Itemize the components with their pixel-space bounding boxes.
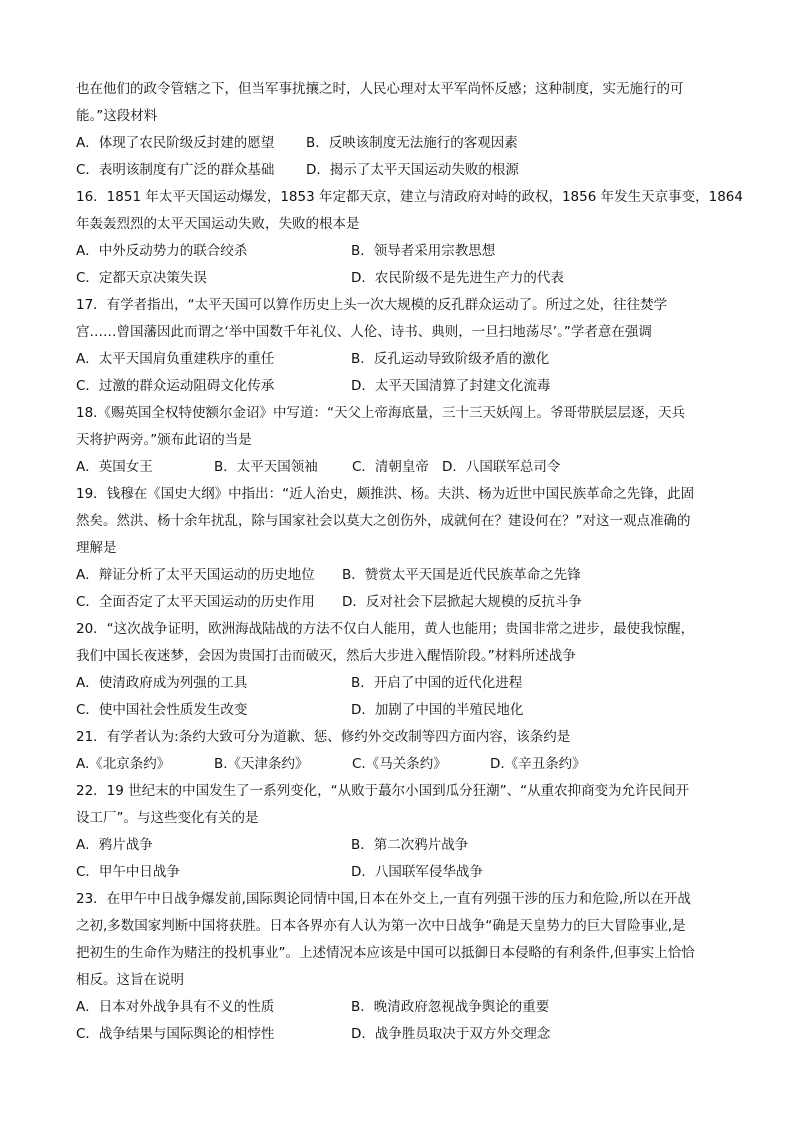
option-c: C.《马关条约》 [352, 756, 447, 772]
option-c: C．战争结果与国际舆论的相悖性 [76, 1026, 275, 1042]
option-a: A．英国女王 [76, 459, 153, 475]
question-19-stem: 19．钱穆在《国史大纲》中指出：“近人治史，颇推洪、杨。夫洪、杨为近世中国民族革命之先锋，此固 [76, 486, 695, 502]
question-22-options [76, 832, 726, 859]
question-19-options [76, 562, 726, 589]
question-18-options [76, 454, 726, 481]
question-23-options [76, 1021, 726, 1048]
option-a: A．鸦片战争 [76, 837, 153, 853]
question-16-options [76, 238, 726, 265]
option-d: D．战争胜员取决于双方外交理念 [351, 1026, 551, 1042]
question-23-stem: 之初,多数国家判断中国将获胜。日本各界亦有人认为第一次中日战争“确是天皇势力的巨大冒险事业,是 [76, 918, 686, 934]
option-c: C．过激的群众运动阻碍文化传承 [76, 378, 275, 394]
option-d: D．反对社会下层掀起大规模的反抗斗争 [342, 594, 582, 610]
option-a: A．中外反动势力的联合绞杀 [76, 243, 248, 259]
option-c: C．全面否定了太平天国运动的历史作用 [76, 594, 315, 610]
option-a: A．太平天国肩负重建秩序的重任 [76, 351, 275, 367]
question-19-stem: 然矣。然洪、杨十余年扰乱，除与国家社会以莫大之创伤外，成就何在？建设何在？”对这一观点准确的 [76, 513, 691, 529]
question-17-stem: 宫……曾国藩因此而谓之‘举中国数千年礼仪、人伦、诗书、典则，一旦扫地荡尽’。”学者意在强调 [76, 324, 652, 340]
option-d: D．太平天国清算了封建文化流毒 [351, 378, 551, 394]
question-16-options [76, 265, 726, 292]
option-b: B．第二次鸦片战争 [351, 837, 469, 853]
question-15-options [76, 157, 726, 184]
option-c: C．定都天京决策失误 [76, 270, 207, 286]
question-15-text: 也在他们的政令管辖之下，但当军事扰攘之时，人民心理对太平军尚怀反感；这种制度，实无施行的可 [76, 81, 684, 97]
option-a: A．日本对外战争具有不义的性质 [76, 999, 275, 1015]
question-19-options [76, 589, 726, 616]
question-18-stem: 天将护两旁。”颁布此诏的当是 [76, 432, 252, 448]
question-20-options [76, 697, 726, 724]
question-18-stem: 18.《赐英国全权特使额尔金诏》中写道：“天父上帝海底量，三十三天妖闯上。爷哥带朕层层逐，天兵 [76, 405, 685, 421]
option-c: C．甲午中日战争 [76, 864, 180, 880]
option-d: D．八国联军侵华战争 [351, 864, 483, 880]
exam-page [76, 76, 743, 1048]
question-19-stem: 理解是 [76, 540, 117, 556]
option-b: B．领导者采用宗教思想 [351, 243, 496, 259]
question-17-stem: 17．有学者指出，“太平天国可以算作历史上头一次大规模的反孔群众运动了。所过之处，往往焚学 [76, 297, 668, 313]
question-16-stem: 年轰轰烈烈的太平天国运动失败，失败的根本是 [76, 216, 360, 232]
option-a: A.《北京条约》 [76, 756, 171, 772]
question-23-stem: 相反。这旨在说明 [76, 972, 184, 988]
question-20-stem: 我们中国长夜迷梦，会因为贵国打击而破灭，然后大步进入醒悟阶段。”材料所述战争 [76, 648, 576, 664]
question-20-stem: 20．“这次战争证明，欧洲海战陆战的方法不仅白人能用，黄人也能用；贵国非常之进步，最使我惊醒， [76, 621, 695, 637]
option-c: C．使中国社会性质发生改变 [76, 702, 248, 718]
question-23-stem: 23．在甲午中日战争爆发前,国际舆论同情中国,日本在外交上,一直有列强干涉的压力和危险,所以在开战 [76, 891, 691, 907]
option-d: D．加剧了中国的半殖民地化 [351, 702, 524, 718]
option-b: B．赞赏太平天国是近代民族革命之先锋 [342, 567, 581, 583]
option-b: B.《天津条约》 [214, 756, 309, 772]
option-d: D．农民阶级不是先进生产力的代表 [351, 270, 564, 286]
question-23-options [76, 994, 726, 1021]
option-b: B．晚清政府忽视战争舆论的重要 [351, 999, 550, 1015]
option-b: B．太平天国领袖 [214, 459, 318, 475]
question-22-options [76, 859, 726, 886]
question-21-stem: 21．有学者认为:条约大致可分为道歉、惩、修约外交改制等四方面内容，该条约是 [76, 729, 571, 745]
question-17-options [76, 346, 726, 373]
option-d: D.《辛丑条约》 [490, 756, 586, 772]
option-b: B．反孔运动导致阶级矛盾的激化 [351, 351, 550, 367]
question-22-stem: 设工厂”。与这些变化有关的是 [76, 810, 259, 826]
option-c: C．表明该制度有广泛的群众基础 [76, 162, 275, 178]
option-d: D．八国联军总司令 [442, 459, 561, 475]
option-a: A．使清政府成为列强的工具 [76, 675, 248, 691]
question-21-options [76, 751, 726, 778]
question-22-stem: 22．19 世纪末的中国发生了一系列变化，“从败于蕞尔小国到瓜分狂潮”、“从重农抑商变为允许民间开 [76, 783, 690, 799]
option-a: A．辩证分析了太平天国运动的历史地位 [76, 567, 315, 583]
question-16-stem: 16．1851 年太平天国运动爆发，1853 年定都天京，建立与清政府对峙的政权，1856 年发生天京事变，1864 [76, 189, 743, 205]
question-17-options [76, 373, 726, 400]
question-20-options [76, 670, 726, 697]
option-b: B．开启了中国的近代化进程 [351, 675, 523, 691]
option-d: D．揭示了太平天国运动失败的根源 [306, 162, 519, 178]
option-c: C．清朝皇帝 [352, 459, 429, 475]
question-23-stem: 把初生的生命作为赌注的投机事业”。上述情况本应该是中国可以抵御日本侵略的有利条件,但事实上恰恰 [76, 945, 695, 961]
option-a: A．体现了农民阶级反封建的愿望 [76, 135, 275, 151]
option-b: B．反映该制度无法施行的客观因素 [306, 135, 518, 151]
question-15-text: 能。”这段材料 [76, 108, 158, 124]
question-15-options [76, 130, 726, 157]
